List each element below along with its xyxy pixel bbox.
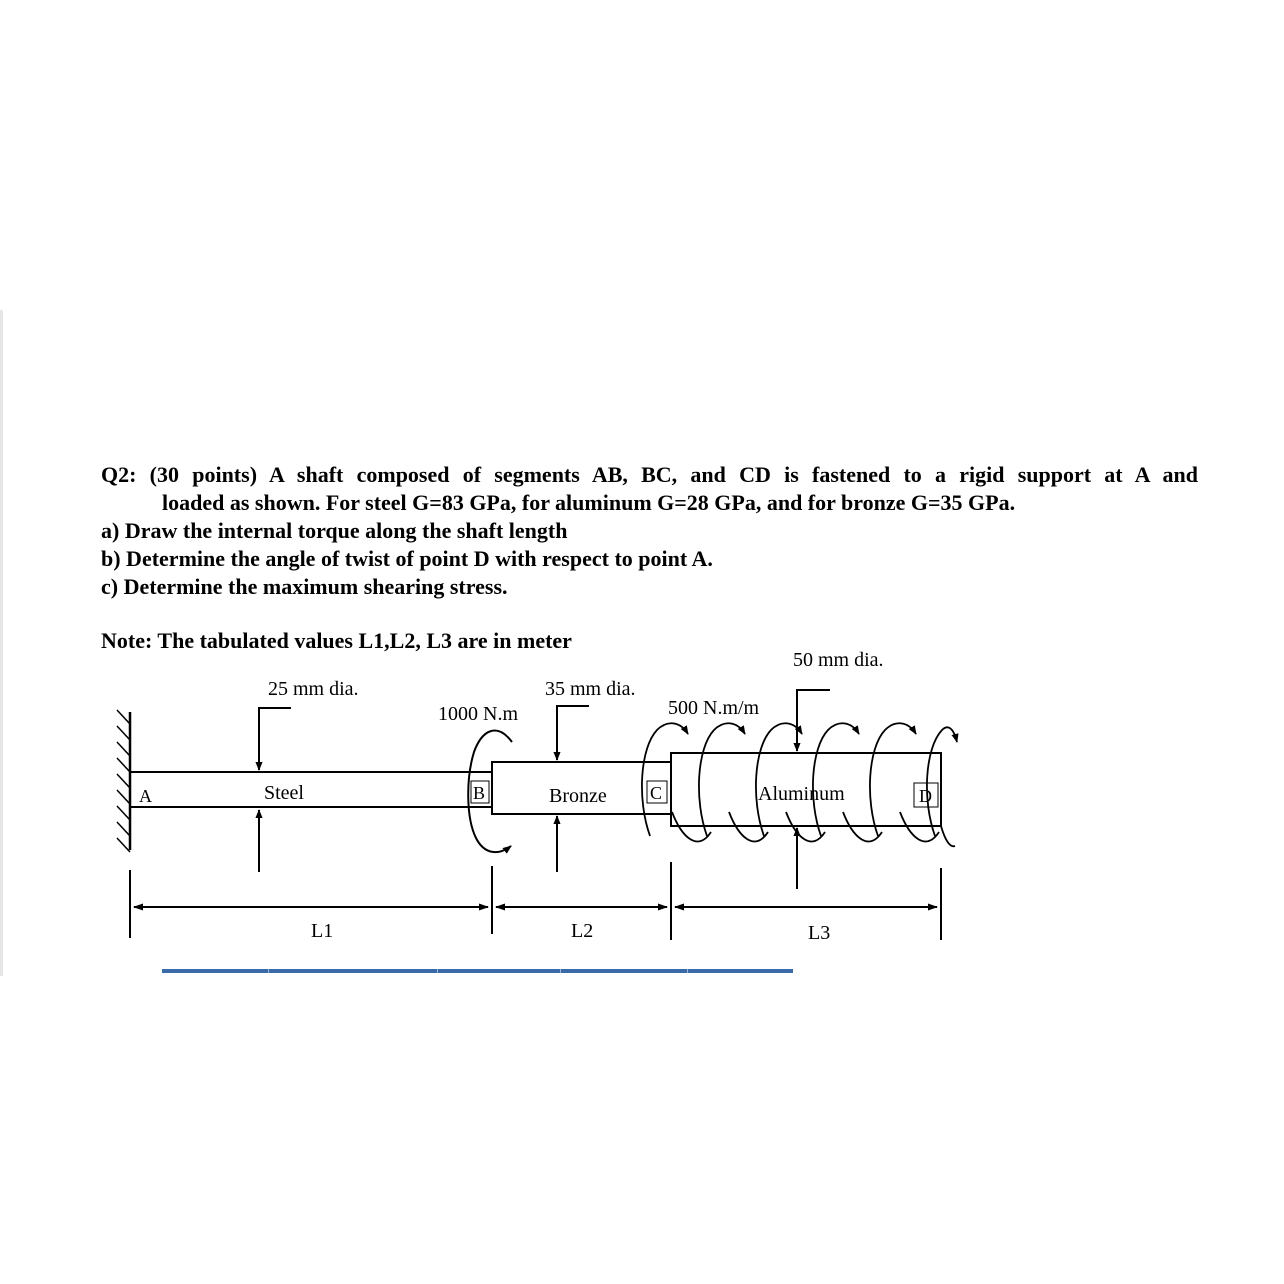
fixed-support <box>117 710 130 852</box>
bronze-label: Bronze <box>549 785 607 807</box>
aluminum-label: Aluminum <box>758 783 845 805</box>
note-text: Note: The tabulated values L1,L2, L3 are in meter <box>101 628 572 653</box>
aluminum-diameter-label: 50 mm dia. <box>793 649 884 671</box>
length-l3-label: L3 <box>808 922 831 944</box>
point-torque-label: 1000 N.m <box>438 703 518 725</box>
point-d-label: D <box>919 786 932 806</box>
point-a-label: A <box>139 786 152 806</box>
length-l1-label: L1 <box>311 920 334 942</box>
steel-diameter-label: 25 mm dia. <box>268 678 359 700</box>
steel-segment <box>130 772 492 807</box>
point-b-label: B <box>473 783 486 803</box>
question-line-1: Q2: (30 points) A shaft composed of segments AB, BC, and CD is fastened to a rigid support at A and <box>101 462 1198 487</box>
table-header-strip <box>162 969 793 973</box>
question-part-b: b) Determine the angle of twist of point D with respect to point A. <box>101 546 713 571</box>
question-part-a: a) Draw the internal torque along the shaft length <box>101 518 568 543</box>
bronze-diameter-label: 35 mm dia. <box>545 678 636 700</box>
question-part-c: c) Determine the maximum shearing stress. <box>101 574 508 599</box>
point-c-label: C <box>650 783 663 803</box>
length-l2-label: L2 <box>571 920 594 942</box>
question-line-2: loaded as shown. For steel G=83 GPa, for aluminum G=28 GPa, and for bronze G=35 GPa. <box>162 490 1016 515</box>
steel-label: Steel <box>264 782 304 804</box>
distributed-torque-label: 500 N.m/m <box>668 697 760 719</box>
